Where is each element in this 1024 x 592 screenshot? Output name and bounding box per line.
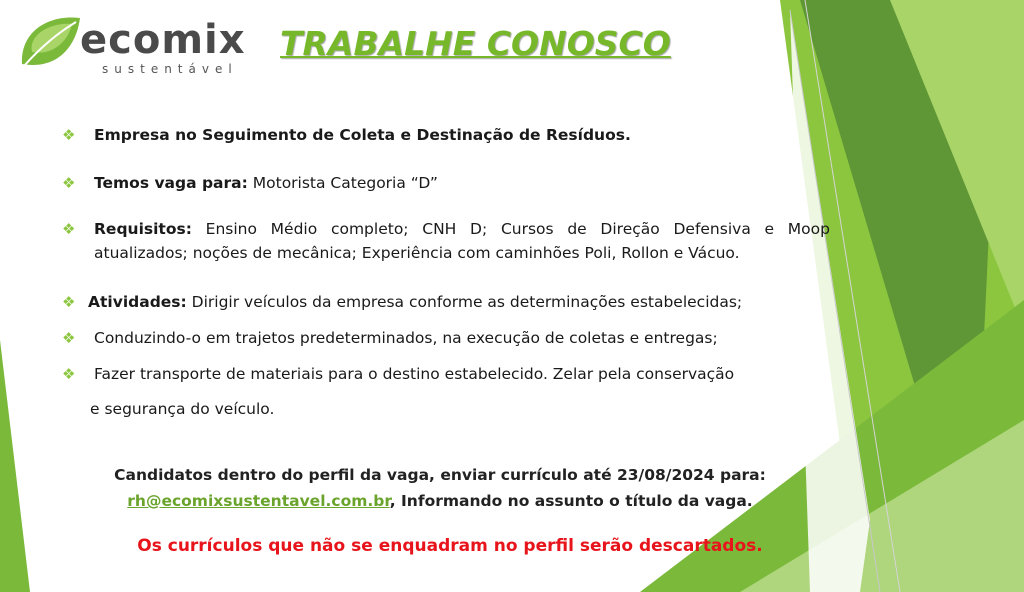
- list-item: [94, 326, 834, 350]
- bullet-icon: ❖: [62, 174, 76, 192]
- logo-wordmark: ecomix: [80, 17, 246, 63]
- item-bold: Requisitos:: [94, 220, 192, 238]
- page-title: TRABALHE CONOSCO: [280, 24, 671, 63]
- bullet-icon: ❖: [62, 220, 76, 238]
- email-link[interactable]: rh@ecomixsustentavel.com.br: [127, 492, 390, 510]
- list-item-continuation: e segurança do veículo.: [90, 400, 275, 418]
- item-text: Ensino Médio completo; CNH D; Cursos de Direção Defensiva e Moop atualizados; noções de mecânica; Experiência com caminhões Poli, Rollon e Vácuo.: [94, 220, 830, 262]
- logo-tagline: sustentável: [102, 62, 238, 76]
- item-bold: Empresa no Seguimento de Coleta e Destinação de Resíduos.: [94, 126, 631, 144]
- list-item: [94, 171, 814, 195]
- cta-line-2-rest: , Informando no assunto o título da vaga.: [389, 492, 753, 510]
- item-text: Conduzindo-o em trajetos predeterminados, na execução de coletas e entregas;: [94, 329, 718, 347]
- item-bold: Temos vaga para:: [94, 174, 248, 192]
- bullet-icon: ❖: [62, 329, 76, 347]
- item-text: Dirigir veículos da empresa conforme as determinações estabelecidas;: [186, 293, 743, 311]
- list-item: [94, 123, 814, 147]
- list-item: [94, 362, 834, 386]
- bullet-icon: ❖: [62, 365, 76, 383]
- item-text: Motorista Categoria “D”: [247, 174, 438, 192]
- list-item: [88, 290, 828, 314]
- bullet-icon: ❖: [62, 126, 76, 144]
- item-bold: Atividades:: [88, 293, 187, 311]
- list-item: [94, 217, 830, 265]
- item-text: Fazer transporte de materiais para o destino estabelecido. Zelar pela conservação: [94, 365, 735, 383]
- cta-line-1: Candidatos dentro do perfil da vaga, enviar currículo até 23/08/2024 para:: [114, 466, 766, 484]
- bullet-icon: ❖: [62, 293, 76, 311]
- discard-warning: Os currículos que não se enquadram no perfil serão descartados.: [137, 536, 763, 556]
- application-instructions: [90, 462, 790, 514]
- cta-line-2: [90, 488, 790, 514]
